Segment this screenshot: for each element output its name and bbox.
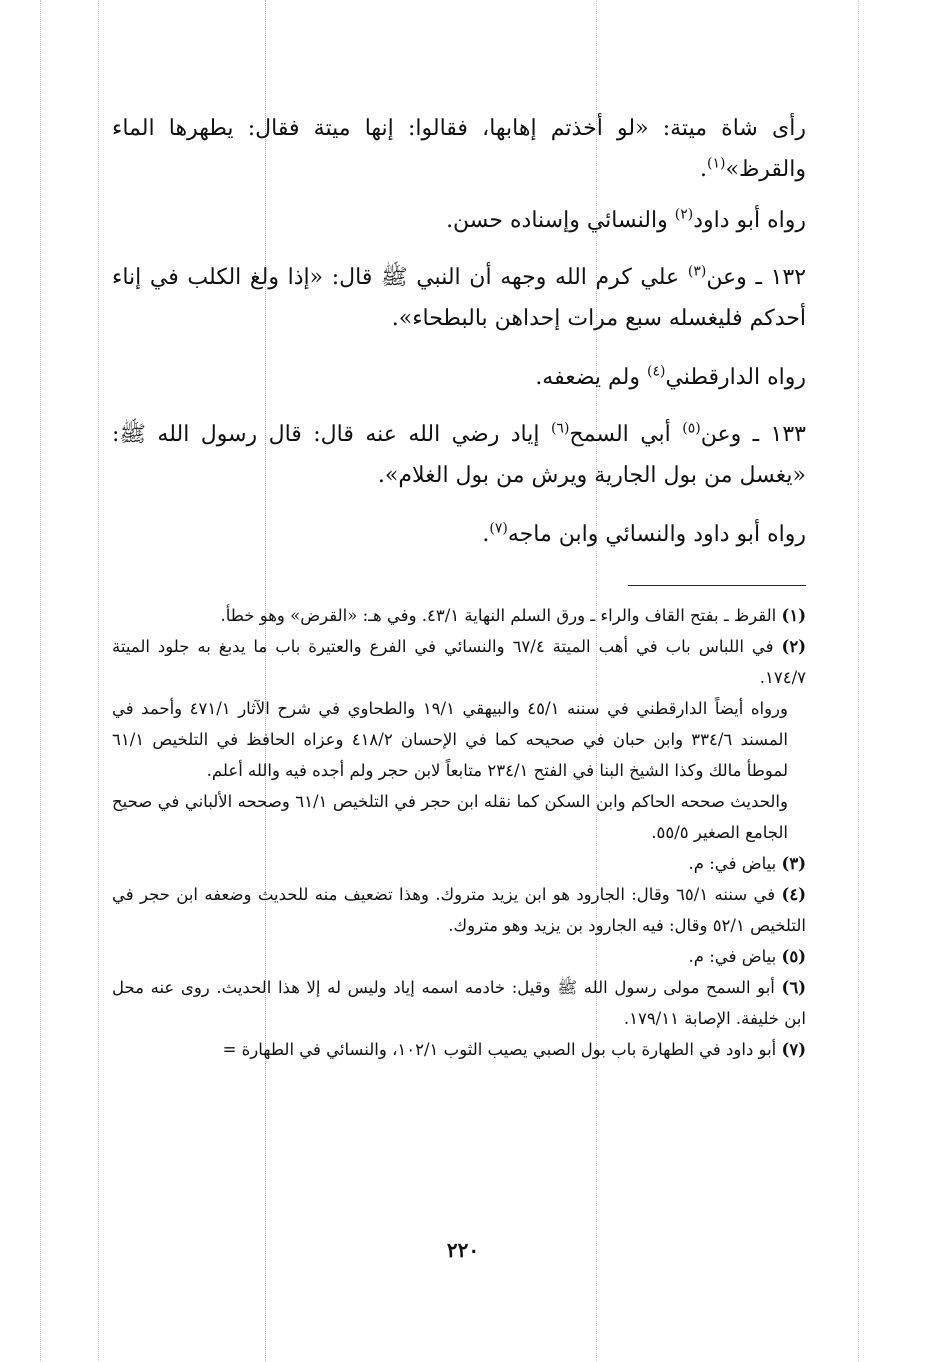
hadith-text: أبي السمح (569, 422, 683, 447)
footnote-separator (628, 585, 806, 586)
footnote-text: بياض في: م. (688, 947, 782, 966)
hadith-continuation (112, 108, 806, 190)
footnotes-section (112, 600, 806, 1065)
footnote-ref: (٢) (674, 206, 694, 223)
scan-guide-line (40, 0, 41, 1362)
footnote-4 (112, 879, 806, 941)
hadith-source (112, 514, 806, 555)
footnote-3 (112, 848, 806, 879)
footnote-number: (١) (781, 606, 806, 625)
source-text: رواه أبو داود (693, 208, 806, 233)
source-text: والنسائي وإسناده حسن. (446, 208, 675, 233)
footnote-ref: (٧) (489, 520, 508, 537)
footnote-ref: (٤) (647, 363, 666, 380)
scan-guide-line (858, 0, 859, 1362)
page-content (112, 108, 806, 1065)
footnote-number: (٤) (781, 885, 806, 904)
hadith-number: ١٣٢ ـ وعن (706, 265, 807, 290)
footnote-number: (٥) (781, 947, 806, 966)
hadith-source (112, 200, 806, 241)
source-text: رواه أبو داود والنسائي وابن ماجه (507, 522, 806, 547)
page-number: ٢٢٠ (446, 1238, 480, 1262)
footnote-text: القرظ ـ بفتح القاف والراء ـ ورق السلم النهاية ٤٣/١. وفي هـ: «القرض» وهو خطأ. (220, 606, 782, 625)
footnote-ref: (٥) (682, 420, 701, 437)
hadith-number: ١٣٣ ـ وعن (700, 422, 806, 447)
hadith-text: . (700, 157, 708, 182)
hadith-text: إياد رضي الله عنه قال: قال رسول الله ﷺ: «يغسل من بول الجارية ويرش من بول الغلام». (112, 422, 806, 488)
hadith-133 (112, 414, 806, 496)
footnote-ref: (٦) (550, 420, 570, 437)
source-text: رواه الدارقطني (665, 365, 806, 390)
footnote-1 (112, 600, 806, 631)
footnote-number: (٢) (781, 637, 806, 656)
hadith-132 (112, 257, 806, 339)
hadith-text: رأى شاة ميتة: «لو أخذتم إهابها، فقالوا: إنها ميتة فقال: يطهرها الماء والقرظ» (112, 116, 806, 182)
footnote-5 (112, 941, 806, 972)
footnote-text: بياض في: م. (688, 854, 782, 873)
footnote-2 (112, 631, 806, 693)
footnote-ref: (٣) (687, 263, 707, 280)
footnote-7 (112, 1034, 806, 1065)
footnote-number: (٧) (781, 1040, 806, 1059)
source-text: . (482, 522, 490, 547)
footnote-text: أبو السمح مولى رسول الله ﷺ وقيل: خادمه اسمه إياد وليس له إلا هذا الحديث. روى عنه محل ابن خليفة. الإصابة ١٧٩/١١. (112, 978, 806, 1028)
footnote-text: أبو داود في الطهارة باب بول الصبي يصيب الثوب ١٠٢/١، والنسائي في الطهارة = (222, 1040, 782, 1059)
footnote-6 (112, 972, 806, 1034)
footnote-2-continuation: والحديث صححه الحاكم وابن السكن كما نقله ابن حجر في التلخيص ٦١/١ وصححه الألباني في صحيح الجامع الصغير ٥٥/٥. (112, 792, 788, 842)
scan-guide-line (98, 0, 99, 1362)
footnote-ref: (١) (707, 155, 726, 172)
hadith-text: علي كرم الله وجهه أن النبي ﷺ قال: «إذا ولغ الكلب في إناء أحدكم فليغسله سبع مرات إحداهن بالبطحاء». (112, 265, 806, 331)
footnote-number: (٦) (781, 978, 806, 997)
footnote-2-continuation: ورواه أيضاً الدارقطني في سننه ٤٥/١ والبيهقي ١٩/١ والطحاوي في شرح الآثار ٤٧١/١ وأحمد في المسند ٣٣٤/٦ وابن حبان في صحيحه كما في الإحسان ٤١٨/٢ وعزاه الحافظ في التلخيص ٦١/١ لموطأ مالك وكذا الشيخ البنا في الفتح ٢٣٤/١ متابعاً لابن حجر ولم أجده فيه والله أعلم. (112, 699, 788, 780)
footnote-text: في اللباس باب في أهب الميتة ٦٧/٤ والنسائي في الفرع والعتيرة باب ما يدبغ به جلود الميتة ١٧٤/٧. (112, 637, 806, 687)
footnote-text: في سننه ٦٥/١ وقال: الجارود هو ابن يزيد متروك. وهذا تضعيف منه للحديث وضعفه ابن حجر في التلخيص ٥٢/١ وقال: فيه الجارود بن يزيد وهو متروك. (112, 885, 806, 935)
source-text: ولم يضعفه. (535, 365, 647, 390)
hadith-source (112, 357, 806, 398)
footnote-number: (٣) (781, 854, 806, 873)
